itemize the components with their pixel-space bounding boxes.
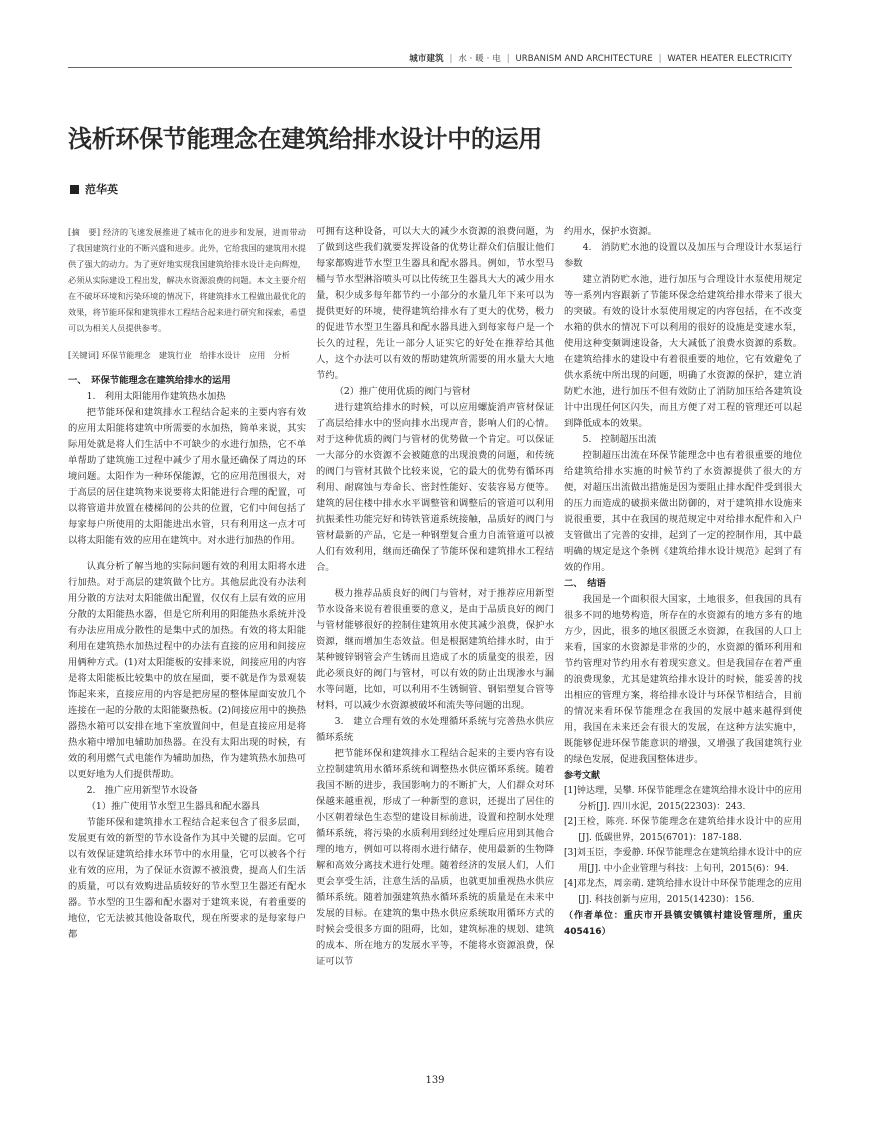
running-header (409, 52, 792, 64)
header-separator: | (449, 54, 453, 64)
abstract-text: 经济的飞速发展推进了城市化的进步和发展，进而带动了我国建筑行业的不断兴盛和进步。此外，它给我国的建筑用水提供了强大的动力。为了更好地实现我国建筑给排水设计走向辉煌，必须从实际建设工程出发，解决水资源浪费的问题。本文主要介绍在不破坏环境和污染环境的情况下，将建筑排水工程做出最优化的效果，将节能环保和建筑排水工程结合起来进行研究和探索，希望可以为相关人员提供参考。 (68, 227, 306, 333)
section-heading: 一、 环保节能理念在建筑给排水的运用 (68, 375, 231, 386)
header-separator: | (658, 54, 662, 64)
subsection-heading: 1. 利用太阳能用作建筑热水加热 (86, 391, 226, 402)
header-column-cn: 城市建筑 (409, 54, 444, 64)
paragraph: 控制超压出流在环保节能理念中也有着很重要的地位给建筑给排水实施的时候节约了水资源提供了很大的方便，对超压出流做出措施是因为要阻止排水配件受到很大的压力而造成的破损来做出防御的，对于建筑排水设施来说很重要，其中在我国的规范规定中对给排水配件和入户支管做出了完善的安排，起到了一定的控制作用，其中最明确的规定是这个条例《建筑给排水设计规范》起到了有效的作用。 (564, 450, 802, 573)
author-line (70, 181, 118, 197)
article-title: 浅析环保节能理念在建筑给排水设计中的运用 (68, 125, 542, 153)
keywords (68, 347, 306, 363)
reference-item: [1]钟达理，吴攀. 环保节能理念在建筑给排水设计中的应用分析[J]. 四川水泥，2015(22303)：243. (564, 786, 802, 812)
subsection-heading: 2. 推广应用新型节水设备 (86, 785, 198, 796)
header-separator: | (506, 54, 510, 64)
paragraph: 把节能环保和建筑排水工程结合起来的主要内容有设立控制建筑用水循环系统和调整热水供应循环系统。随着我国不断的进步，我国影响力的不断扩大，人们群众对环保越来越重视，形成了一种新型的意识，还提出了居住的小区朝着绿色生态型的建设目标前进，设置和控制水处理循环系统，将污染的水质利用到经过处理后应用到其他合理的地方，例如可以将雨水进行储存，使用最新的生物降解和高效分离技术进行处理。随着经济的发展人们，人们更会享受生活，注意生活的品质，也就更加重视热水供应循环系统。随着加强建筑热水循环系统的质量是在未来中发展的目标。在建筑的集中热水供应系统取用循环方式的时候会受很多方面的阻碍，比如，建筑标准的规划、建筑的成本、所在地方的发展水平等，不能将水资源浪费，保证可以节 (316, 748, 554, 967)
paragraph: 我国是一个面积很大国家，土地很多，但我国的具有很多不同的地势构造，所存在的水资源有的地方多有的地方少，因此，很多的地区很匮乏水资源，在我国的人口上来看，国家的水资源是非常的少的，水资源的循环利用和节约管理对节约用水有着现实意义。但是我国存在着严重的浪费现象，尤其是建筑给排水设计的时候，能妥善的找出相应的管理方案，将给排水设计与环保节相结合，目前的情况来看环保节能理念在我国的发展中越来越得到使用，我国在未来还会有很大的发展，在这种方法实施中，既能够促进环保节能意识的增强，又增强了我国建筑行业的绿色发展，促进我国整体进步。 (564, 594, 802, 765)
paragraph: 约用水，保护水资源。 (564, 226, 657, 237)
references-heading: 参考文献 (564, 771, 601, 781)
abstract (68, 224, 306, 336)
body-columns (68, 224, 812, 970)
subsection-heading: 4. 消防贮水池的设置以及加压与合理设计水泵运行参数 (564, 242, 802, 269)
column-2 (316, 224, 554, 970)
paragraph: 认真分析了解当地的实际问题有效的利用太阳将水进行加热。对于高层的建筑做个比方。其他层此没有办法利用分散的方法对太阳能做出配置，仅仅有上层有效的应用分散的太阳能热水器，但是它所利用的阳能热水系统并没有办法应用成分散性的是集中式的加热。有效的将太阳能利用在建筑热水加热过程中的办法有直接的应用和间接应用俩种方式。(1)对太阳能板的安排来说，间接应用的内容是将太阳能板比较集中的放在屋面，要不就是作为景观装饰起来来，直接应用的内容是把房屋的整体屋面安放几个连接在一起的分散的太阳能聚热板。(2)间接应用中的换热器热水箱可以安排在地下室放置间中，但是直接应用是将热水箱中增加电辅助加热器。在没有太阳出现的时候，有效的利用燃气式电能作为辅助加热，作为建筑热水加热可以更好地为人们提供帮助。 (68, 561, 306, 780)
abstract-label: [摘 要] (68, 227, 101, 237)
reference-item: [3]刘玉臣，李爱静. 环保节能理念在建筑给排水设计中的应用[J]. 中小企业管理与科技：上旬刊，2015(6)：94. (564, 848, 802, 874)
paragraph: 把节能环保和建筑排水工程结合起来的主要内容有效的应用太阳能将建筑中所需要的水加热，简单来说，其实际用处就是将人们生活中不可缺少的水进行加热，它不单单帮助了建筑施工过程中减少了用水量还确保了周边的环境问题。太阳作为一种环保能源，它的应用范围很大，对于高层的居住建筑物来说要将太阳能进行合理的配置，可以将管道井放置在楼梯间的公共的位置，它们中间包括了每家每户所使用的太阳能进出水管，只有利用这一点才可以将太阳能有效的应用在建筑中。对水进行加热的作用。 (68, 407, 306, 546)
header-column-en: WATER HEATER ELECTRICITY (667, 54, 792, 64)
keywords-text: 环保节能理念 建筑行业 给排水设计 应用 分析 (101, 350, 290, 360)
reference-item: [4]邓龙杰，周亲萌. 建筑给排水设计中环保节能理念的应用[J]. 科技创新与应用，2015(14230)：156. (564, 879, 802, 905)
subsection-heading: 5. 控制超压出流 (582, 434, 657, 445)
subsection-heading: 3. 建立合理有效的水处理循环系统与完善热水供应循环系统 (316, 716, 554, 743)
page-number: 139 (425, 1075, 445, 1086)
paragraph: 进行建筑给排水的时候，可以应用螺旋消声管材保证了高层给排水中的竖向排水出现声音，影响人们的心情。对于这种优质的阀门与管材的优势做一个肯定。可以保证一大部分的水资源不会被随意的出现浪费的问题，和传统的阀门与管材其做个比较来说，它的最大的优势有循环再利用、耐腐蚀与寿命长、密封性能好、安装容易方便等。建筑的居住楼中排水水平调整管和调整后的管道可以利用抗振柔性功能完好和铸铁管道系统接触，品质好的阀门与管材最新的产品，它是一种钢塑复合重力自流管道可以被人们有效利用，继而还确保了节能环保和建筑排水工程结合。 (316, 402, 554, 573)
reference-item: [2]王检，陈亮. 环保节能理念在建筑给排水设计中的应用[J]. 低碳世界，2015(6701)：187-188. (564, 817, 802, 843)
paragraph: 极力推荐品质良好的阀门与管材，对于推荐应用新型节水设备来说有着很重要的意义，是由于品质良好的阀门与管材能够很好的控制住建筑用水使其减少浪费，保护水资源，继而增加生态效益。但是根据建筑给排水时，由于某种镀锌钢管会产生锈而且造成了水的质量变的很差，因此必须良好的阀门与管材，可以有效的防止出现渗水与漏水等问题，比如，可以利用不生锈铜管、钢铝塑复合管等材料，可以减少水资源被破坏和流失等问题的出现。 (316, 588, 554, 711)
column-3 (564, 224, 812, 970)
author-name: 范华英 (85, 183, 118, 196)
subsection-heading: （2）推广使用优质的阀门与管材 (334, 386, 471, 397)
subsection-heading: （1）推广使用节水型卫生器具和配水器具 (86, 801, 260, 812)
paragraph: 建立消防贮水池，进行加压与合理设计水泵使用规定等一系列内容跟新了节能环保念给建筑给排水带来了很大的突破。有效的设计水泵使用规定的内容包括，在不改变水箱的供水的情况下可以利用的很好的设施是变速水泵，使用这种变频调速设备，大大减低了浪费水资源的系数。在建筑给排水的建设中有着很重要的地位，它有效避免了供水系统中所出现的问题，明确了水资源的保护，建立消防贮水池，进行加压不但有效防止了消防加压给各建筑设计中出现任何区闪失，而且方便了对工程的管理还可以起到降低成本的效果。 (564, 274, 802, 429)
square-bullet-icon (70, 185, 79, 194)
author-affiliation: （作者单位：重庆市开县镇安镇镇村建设管理所，重庆 405416） (564, 911, 812, 937)
header-rule (68, 67, 792, 68)
keywords-label: [关键词] (68, 350, 99, 360)
section-heading: 二、 结语 (564, 578, 606, 589)
paragraph: 可拥有这种设备，可以大大的减少水资源的浪费问题，为了做到这些我们就要发挥设备的优势让群众们信服让他们每家都购进节水型卫生器具和配水器具。例如，节水型马桶与节水型淋浴喷头可以比传统卫生器具大大的减少用水量，积少成多每年都节约一小部分的水量几年下来可以为提供更好的环境，使得建筑给排水有了更大的优势，极力的促进节水型卫生器具和配水器具进入到每家每户是一个长久的过程，先让一部分人证实它的好处在推荐给其他人，这个办法可以有效的帮助建筑所需要的用水量大大地节约。 (316, 226, 554, 381)
paragraph: 节能环保和建筑排水工程结合起来包含了很多层面，发展更有效的新型的节水设备作为其中关键的层面。它可以有效保证建筑给排水环节中的水用量，它可以被各个行业有效的应用，为了保证水资源不被浪费，提高人们生活的质量，可以有效购进品质较好的节水型卫生器还有配水器。节水型的卫生器和配水器对于建筑来说，有着重要的地位，它无法被其他设备取代，现在所要求的是每家每户都 (68, 817, 306, 940)
header-items-cn: 水 · 暖 · 电 (458, 54, 501, 64)
header-items-en: URBANISM AND ARCHITECTURE (515, 54, 653, 64)
column-1 (68, 224, 306, 970)
